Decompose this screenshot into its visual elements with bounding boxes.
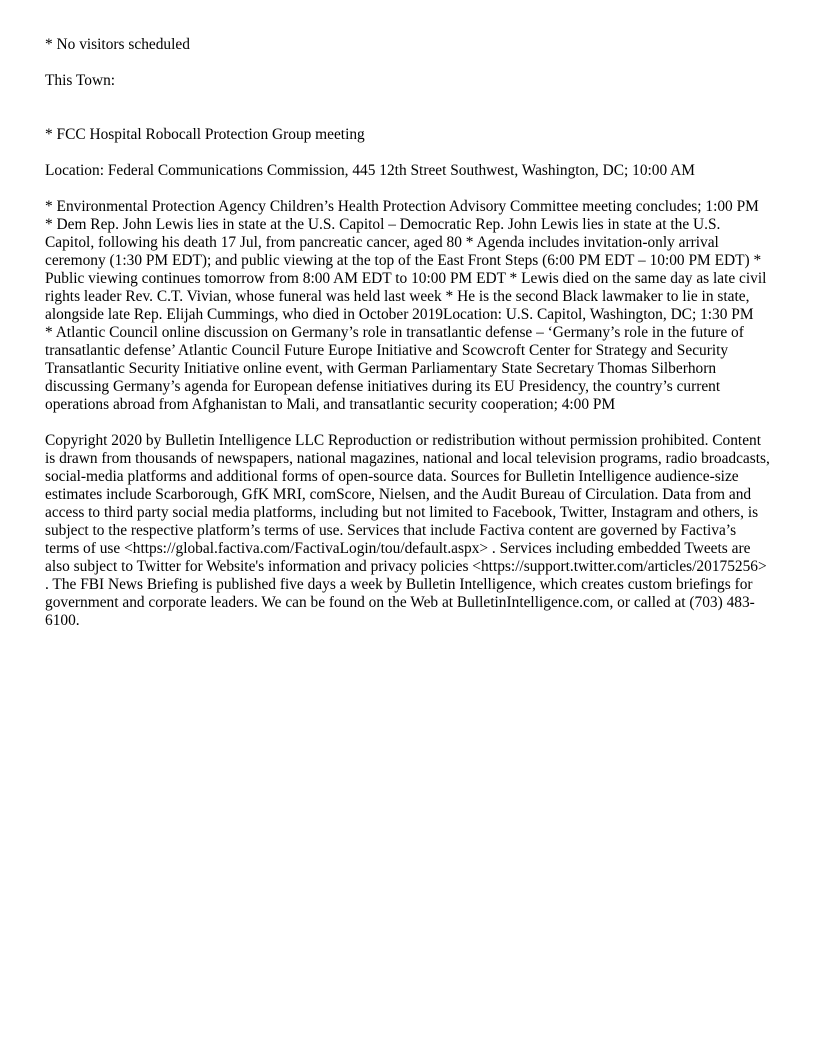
event-atlantic-council: * Atlantic Council online discussion on Germany’s role in transatlantic defense – ‘Germany’s role in the future of transatlantic defense’ Atlantic Council Future Europe Initiative and Scowcroft Center for Strategy and Security Transatlantic Security Initiative online event, with German Parliamentary State Secretary Thomas Silberhorn discussing Germany’s agenda for European defense initiatives during its EU Presidency, the country’s current operations abroad from Afghanistan to Mali, and transatlantic security cooperation; 4:00 PM: [45, 324, 744, 413]
no-visitors-line: * No visitors scheduled: [45, 36, 190, 53]
copyright-notice: Copyright 2020 by Bulletin Intelligence LLC Reproduction or redistribution without permission prohibited. Content is drawn from thousands of newspapers, national magazines, national and local television programs, radio broadcasts, social-media platforms and additional forms of open-source data. Sources for Bulletin Intelligence audience-size estimates include Scarborough, GfK MRI, comScore, Nielsen, and the Audit Bureau of Circulation. Data from and access to third party social media platforms, including but not limited to Facebook, Twitter, Instagram and others, is subject to the respective platform’s terms of use. Services that include Factiva content are governed by Factiva’s terms of use <https://global.factiva.com/FactivaLogin/tou/default.aspx> . Services including embedded Tweets are also subject to Twitter for Website's information and privacy policies <https://support.twitter.com/articles/20175256> . The FBI News Briefing is published five days a week by Bulletin Intelligence, which creates custom briefings for government and corporate leaders. We can be found on the Web at BulletinIntelligence.com, or called at (703) 483-6100.: [45, 432, 770, 629]
event-john-lewis: * Dem Rep. John Lewis lies in state at the U.S. Capitol – Democratic Rep. John Lewis lies in state at the U.S. Capitol, following his death 17 Jul, from pancreatic cancer, aged 80 * Agenda includes invitation-only arrival ceremony (1:30 PM EDT); and public viewing at the top of the East Front Steps (6:00 PM EDT – 10:00 PM EDT) * Public viewing continues tomorrow from 8:00 AM EDT to 10:00 PM EDT * Lewis died on the same day as late civil rights leader Rev. C.T. Vivian, whose funeral was held last week * He is the second Black lawmaker to lie in state, alongside late Rep. Elijah Cummings, who died in October 2019Location: U.S. Capitol, Washington, DC; 1:30 PM: [45, 216, 767, 323]
event-fcc-meeting: * FCC Hospital Robocall Protection Group meeting: [45, 126, 365, 143]
this-town-heading: This Town:: [45, 72, 116, 89]
document-page: [45, 36, 773, 630]
event-fcc-location: Location: Federal Communications Commission, 445 12th Street Southwest, Washington, DC; 10:00 AM: [45, 162, 695, 179]
event-epa-committee: * Environmental Protection Agency Children’s Health Protection Advisory Committee meeting concludes; 1:00 PM: [45, 198, 759, 215]
